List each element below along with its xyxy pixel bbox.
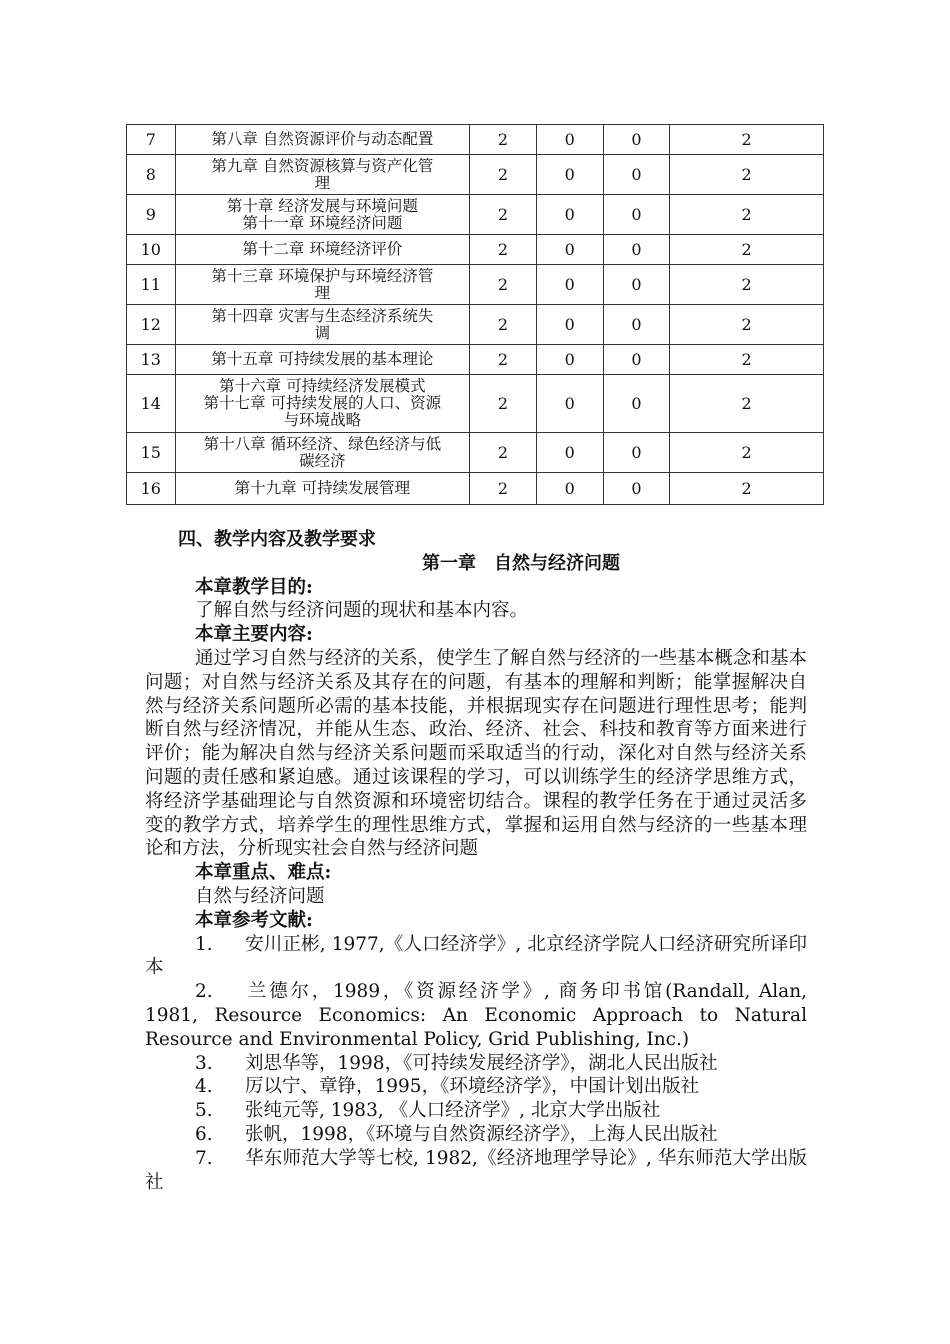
hours-cell-a: 2 <box>470 345 537 375</box>
row-number: 11 <box>127 265 176 305</box>
hours-cell-a: 2 <box>470 155 537 195</box>
hours-cell-c: 0 <box>603 473 670 505</box>
chapter-cell <box>175 345 470 375</box>
reference-text: 刘思华等，1998，《可持续发展经济学》，湖北人民出版社 <box>245 1052 718 1074</box>
reference-list <box>145 933 807 1195</box>
objective-label: 本章教学目的: <box>195 576 313 598</box>
reference-text: 张纯元等, 1983, 《人口经济学》, 北京大学出版社 <box>245 1100 661 1122</box>
reference-item <box>145 1147 807 1195</box>
hours-cell-b: 0 <box>536 125 603 155</box>
chapter-line: 第九章 自然资源核算与资产化管 <box>211 156 434 175</box>
hours-cell-a: 2 <box>470 195 537 235</box>
hours-cell-b: 0 <box>536 265 603 305</box>
chapter-line: 第十九章 可持续发展管理 <box>234 479 411 497</box>
hours-cell-c: 0 <box>603 195 670 235</box>
chapter-line: 调 <box>314 323 331 342</box>
table-row <box>127 345 824 375</box>
chapter-line: 第十五章 可持续发展的基本理论 <box>211 350 434 368</box>
hours-cell-d: 2 <box>670 155 824 195</box>
key-label: 本章重点、难点: <box>195 862 332 884</box>
hours-cell-d: 2 <box>670 473 824 505</box>
reference-number: 1. <box>195 933 213 955</box>
chapter-title: 第一章 自然与经济问题 <box>422 552 620 574</box>
chapter-line: 第十八章 循环经济、绿色经济与低 <box>203 434 442 453</box>
chapter-cell <box>175 195 470 235</box>
reference-text: 安川正彬, 1977,《人口经济学》, 北京经济学院人口经济研究所译印本 <box>145 933 807 979</box>
table-row <box>127 235 824 265</box>
chapter-cell <box>175 473 470 505</box>
hours-cell-c: 0 <box>603 155 670 195</box>
content-label: 本章主要内容: <box>195 624 313 646</box>
row-number: 13 <box>127 345 176 375</box>
hours-cell-d: 2 <box>670 265 824 305</box>
reference-text: 张帆，1998，《环境与自然资源经济学》，上海人民出版社 <box>245 1123 718 1145</box>
table-row <box>127 265 824 305</box>
reference-item <box>145 1052 807 1076</box>
row-number: 7 <box>127 125 176 155</box>
hours-cell-b: 0 <box>536 433 603 473</box>
reference-number: 7. <box>195 1147 213 1169</box>
table-row <box>127 433 824 473</box>
schedule-table <box>126 124 824 505</box>
reference-text: 厉以宁、章铮，1995，《环境经济学》，中国计划出版社 <box>245 1076 700 1098</box>
chapter-line: 第十七章 可持续发展的人口、资源 <box>203 394 442 412</box>
reference-number: 6. <box>195 1123 213 1145</box>
chapter-line: 第十章 经济发展与环境问题 <box>226 196 418 215</box>
section-title: 四、教学内容及教学要求 <box>178 529 376 550</box>
hours-cell-d: 2 <box>670 375 824 433</box>
hours-cell-b: 0 <box>536 305 603 345</box>
hours-cell-b: 0 <box>536 473 603 505</box>
table-row <box>127 473 824 505</box>
table-row <box>127 155 824 195</box>
chapter-line: 与环境战略 <box>283 411 362 429</box>
row-number: 14 <box>127 375 176 433</box>
hours-cell-d: 2 <box>670 235 824 265</box>
chapter-cell <box>175 125 470 155</box>
reference-item <box>145 1075 807 1099</box>
hours-cell-c: 0 <box>603 375 670 433</box>
row-number: 9 <box>127 195 176 235</box>
hours-cell-b: 0 <box>536 195 603 235</box>
table-row <box>127 125 824 155</box>
hours-cell-a: 2 <box>470 433 537 473</box>
references-label: 本章参考文献: <box>195 909 313 931</box>
reference-item <box>145 980 807 1051</box>
hours-cell-d: 2 <box>670 305 824 345</box>
hours-cell-d: 2 <box>670 433 824 473</box>
chapter-cell <box>175 265 470 305</box>
table-row <box>127 305 824 345</box>
hours-cell-c: 0 <box>603 235 670 265</box>
row-number: 12 <box>127 305 176 345</box>
chapter-line: 第八章 自然资源评价与动态配置 <box>211 130 434 148</box>
reference-item <box>145 1099 807 1123</box>
key-text: 自然与经济问题 <box>195 885 325 907</box>
section-content <box>145 528 807 1194</box>
hours-cell-c: 0 <box>603 433 670 473</box>
table-row <box>127 195 824 235</box>
chapter-line: 第十四章 灾害与生态经济系统失 <box>211 306 434 325</box>
chapter-cell <box>175 155 470 195</box>
hours-cell-b: 0 <box>536 375 603 433</box>
reference-number: 5. <box>195 1100 213 1122</box>
chapter-line: 理 <box>314 283 331 302</box>
reference-number: 3. <box>195 1052 213 1074</box>
schedule-table-body <box>127 125 824 505</box>
hours-cell-c: 0 <box>603 305 670 345</box>
hours-cell-c: 0 <box>603 345 670 375</box>
reference-item <box>145 1123 807 1147</box>
row-number: 10 <box>127 235 176 265</box>
chapter-cell <box>175 235 470 265</box>
hours-cell-b: 0 <box>536 345 603 375</box>
hours-cell-a: 2 <box>470 235 537 265</box>
objective-text: 了解自然与经济问题的现状和基本内容。 <box>195 600 529 622</box>
hours-cell-a: 2 <box>470 305 537 345</box>
hours-cell-a: 2 <box>470 375 537 433</box>
hours-cell-d: 2 <box>670 195 824 235</box>
table-row <box>127 375 824 433</box>
hours-cell-c: 0 <box>603 125 670 155</box>
row-number: 8 <box>127 155 176 195</box>
chapter-cell <box>175 433 470 473</box>
hours-cell-a: 2 <box>470 125 537 155</box>
content-text: 通过学习自然与经济的关系，使学生了解自然与经济的一些基本概念和基本问题；对自然与经济关系及其存在的问题，有基本的理解和判断；能掌握解决自然与经济关系问题所必需的基本技能，并根据现实存在问题进行理性思考；能判断自然与经济情况，并能从生态、政治、经济、社会、科技和教育等方面来进行评价；能为解决自然与经济关系问题而采取适当的行动，深化对自然与经济关系问题的责任感和紧迫感。通过该课程的学习，可以训练学生的经济学思维方式，将经济学基础理论与自然资源和环境密切结合。课程的教学任务在于通过灵活多变的教学方式，培养学生的理性思维方式，掌握和运用自然与经济的一些基本理论和方法，分析现实社会自然与经济问题 <box>145 647 807 860</box>
reference-item <box>145 933 807 981</box>
hours-cell-c: 0 <box>603 265 670 305</box>
reference-text: 华东师范大学等七校, 1982,《经济地理学导论》, 华东师范大学出版社 <box>145 1147 807 1193</box>
chapter-cell <box>175 305 470 345</box>
row-number: 15 <box>127 433 176 473</box>
reference-number: 4. <box>195 1076 213 1098</box>
hours-cell-b: 0 <box>536 235 603 265</box>
chapter-line: 碳经济 <box>299 451 346 470</box>
hours-cell-d: 2 <box>670 345 824 375</box>
hours-cell-a: 2 <box>470 473 537 505</box>
chapter-line: 第十三章 环境保护与环境经济管 <box>211 266 434 285</box>
hours-cell-b: 0 <box>536 155 603 195</box>
chapter-line: 第十六章 可持续经济发展模式 <box>219 377 426 395</box>
reference-number: 2. <box>195 981 213 1003</box>
chapter-line: 理 <box>314 173 331 192</box>
hours-cell-a: 2 <box>470 265 537 305</box>
reference-text: 兰德尔，1989，《资源经济学》, 商务印书馆(Randall, Alan, 1981, Resource Economics: An Economic Approach to Natural Resource and Environmental Policy, Grid Publishing, Inc.) <box>145 981 807 1050</box>
chapter-line: 第十二章 环境经济评价 <box>242 240 403 258</box>
hours-cell-d: 2 <box>670 125 824 155</box>
row-number: 16 <box>127 473 176 505</box>
chapter-cell <box>175 375 470 433</box>
chapter-line: 第十一章 环境经济问题 <box>242 213 403 232</box>
